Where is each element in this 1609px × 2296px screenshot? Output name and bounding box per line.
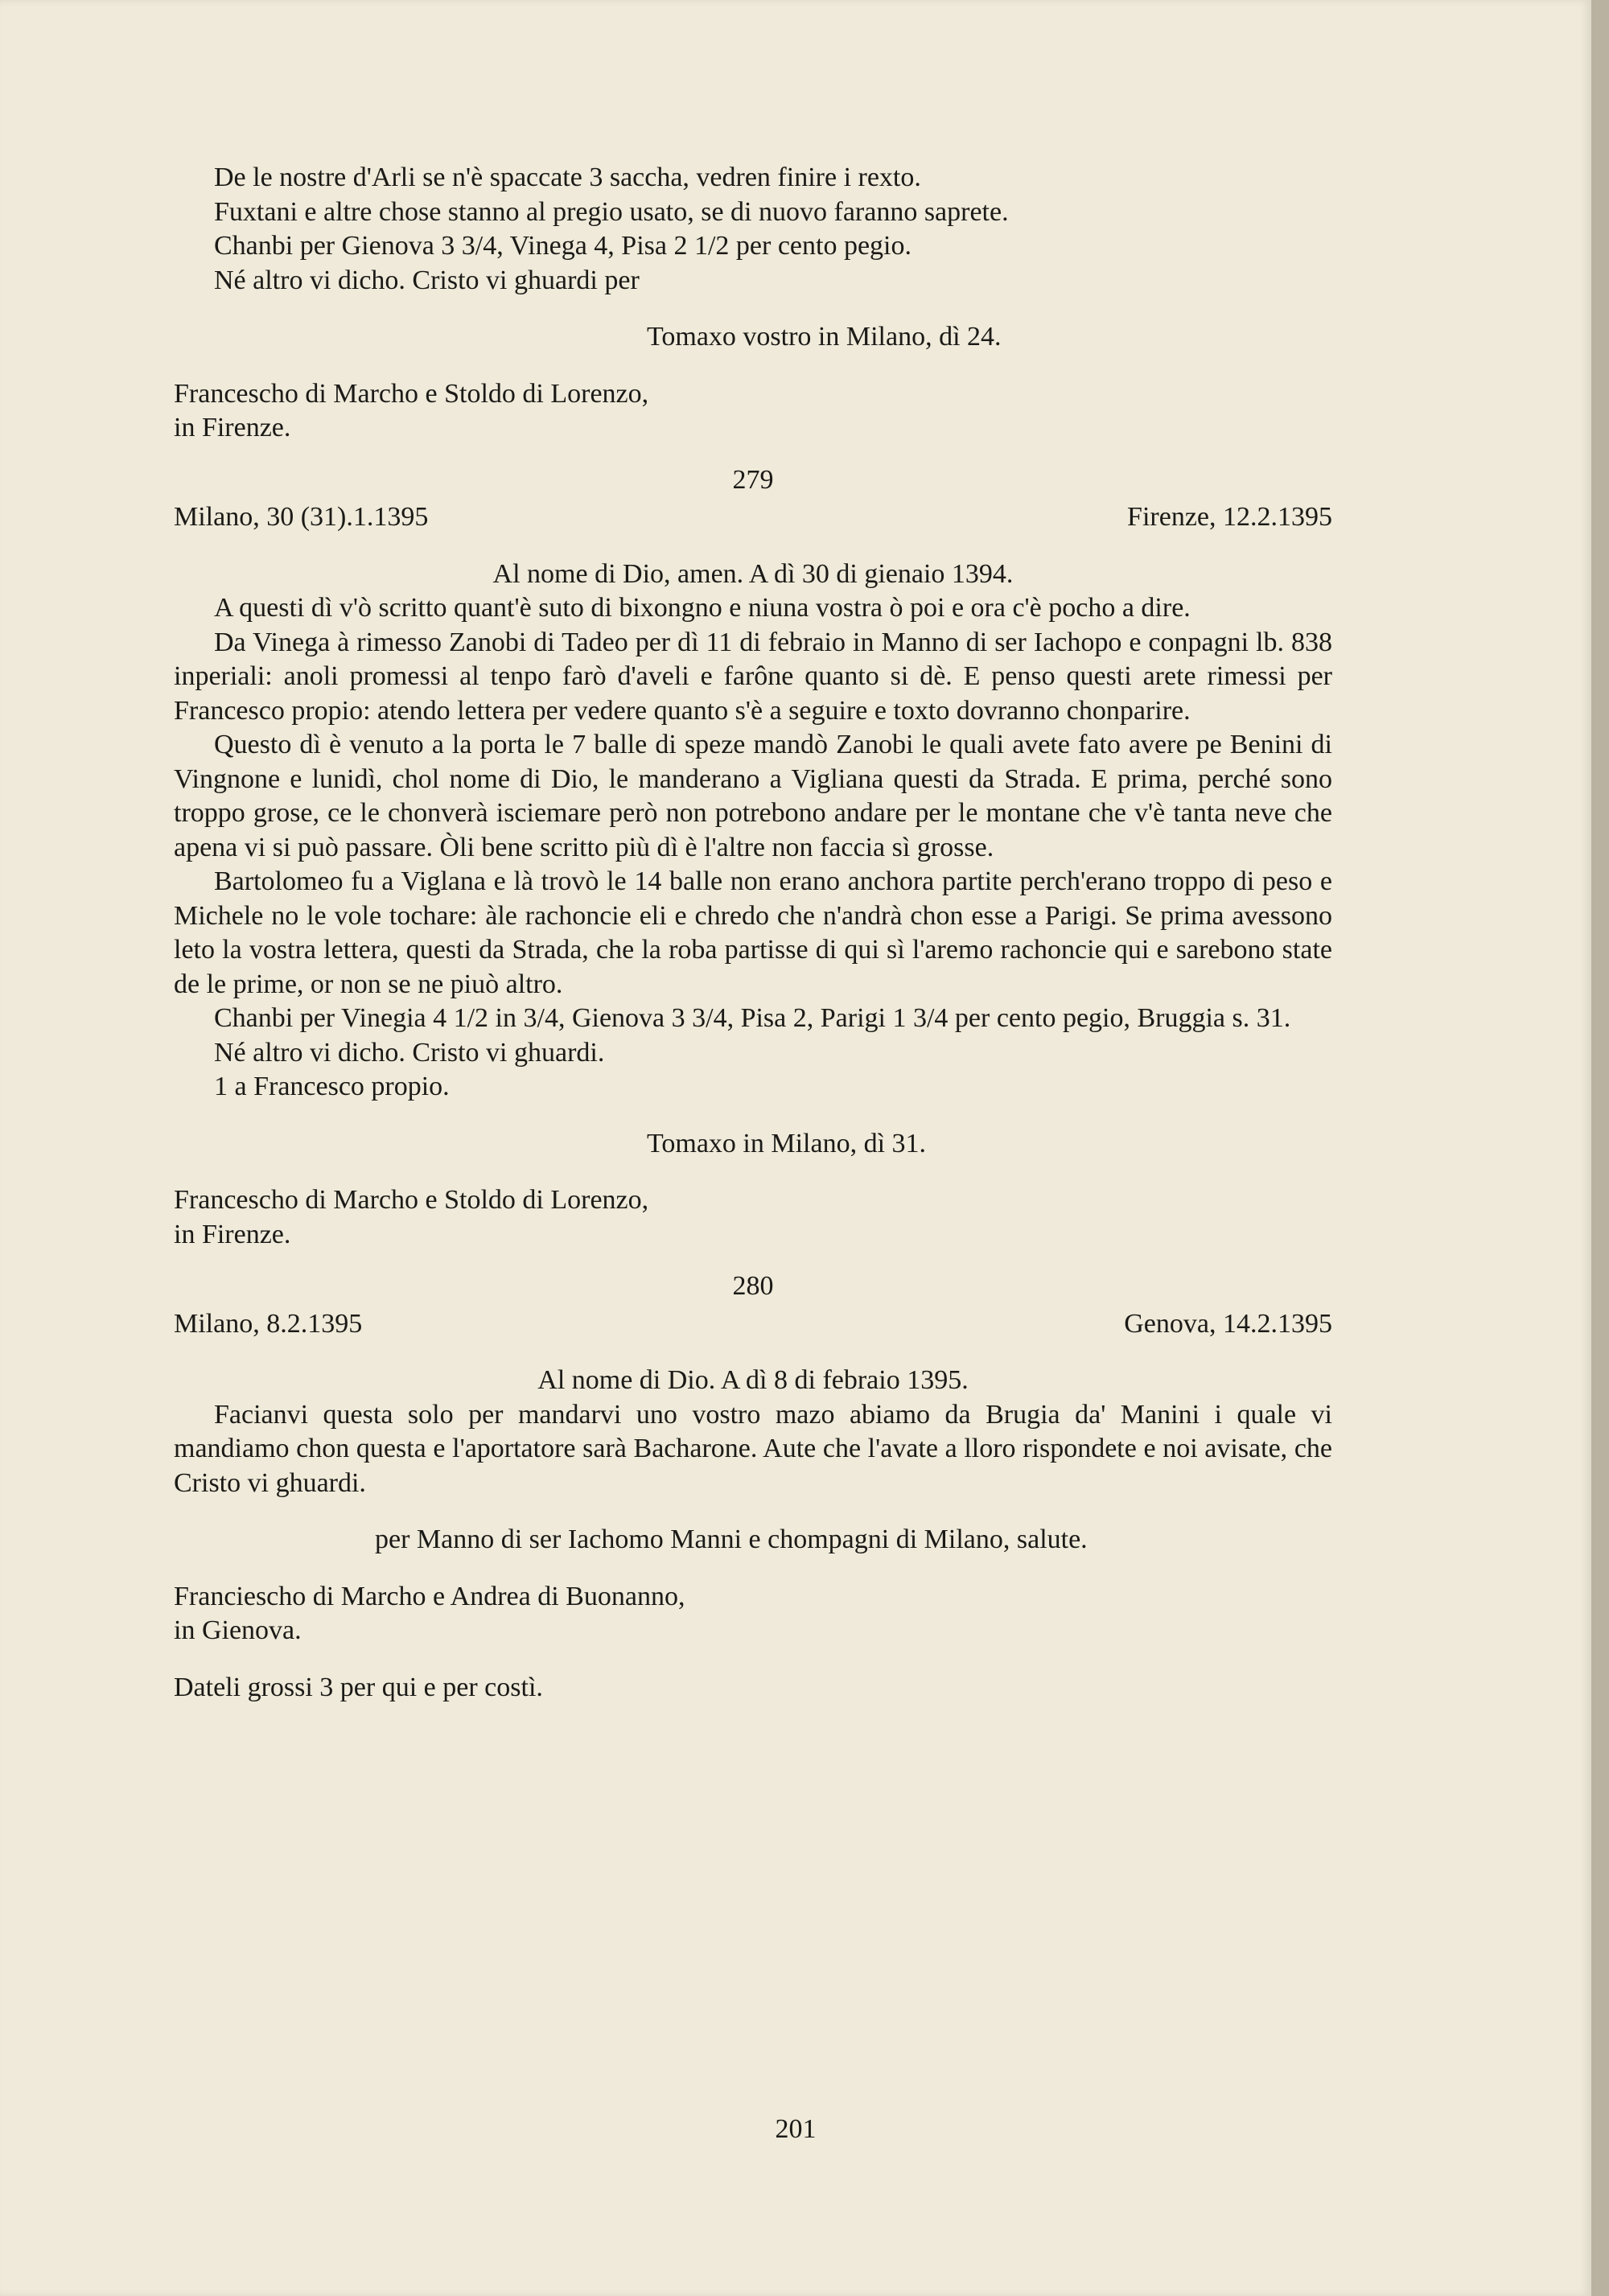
paragraph: Da Vinega à rimesso Zanobi di Tadeo per dì 11 di febraio in Manno di ser Iachopo e conpagni lb. 838 inperiali: anoli promessi al tenpo farò d'aveli e farône quanto si dè. E penso questi arete rimessi per Francesco propio: atendo lettera per vedere quanto s'è a seguire e toxto dovranno chonparire.: [174, 627, 1332, 726]
letter-to: Genova, 14.2.1395: [1124, 1308, 1332, 1339]
letter-279: [174, 463, 1332, 1253]
text-line: Chanbi per Gienova 3 3/4, Vinega 4, Pisa 2 1/2 per cento pegio.: [214, 231, 911, 261]
letter-number: 279: [732, 464, 774, 495]
letter-signature: Tomaxo vostro in Milano, dì 24.: [647, 322, 1002, 352]
letter-280: [174, 1269, 1332, 1705]
letter-from: Milano, 8.2.1395: [174, 1308, 363, 1339]
letter-number: 280: [732, 1271, 774, 1301]
address-line: in Gienova.: [174, 1615, 302, 1645]
address-line: in Firenze.: [174, 413, 291, 442]
postscript: Dateli grossi 3 per qui e per costì.: [174, 1672, 543, 1702]
letter-from: Milano, 30 (31).1.1395: [174, 502, 429, 532]
letter-signature: per Manno di ser Iachomo Manni e chompagni di Milano, salute.: [375, 1524, 1088, 1554]
text-line: De le nostre d'Arli se n'è spaccate 3 saccha, vedren finire i rexto.: [214, 163, 921, 192]
paragraph: Questo dì è venuto a la porta le 7 balle di speze mandò Zanobi le quali avete fato avere pe Benini di Vingnone e lunidì, chol nome di Dio, le manderano a Vigliana questi da Strada. E prima, perché sono troppo grose, ce le chonverà isciemare però non potrebono andare per le montane che v'è tanta neve che apena vi si può passare. Òli bene scritto più dì è l'altre non faccia sì grosse.: [174, 730, 1332, 862]
closing-line: 1 a Francesco propio.: [214, 1072, 450, 1101]
paragraph: A questi dì v'ò scritto quant'è suto di bixongno e niuna vostra ò poi e ora c'è pocho a dire.: [214, 593, 1191, 623]
letter-to: Firenze, 12.2.1395: [1127, 502, 1332, 532]
page-edge: [1591, 0, 1609, 2296]
address-line: Franciescho di Marcho e Andrea di Buonanno,: [174, 1581, 685, 1611]
paragraph: Facianvi questa solo per mandarvi uno vostro mazo abiamo da Brugia da' Manini i quale vi mandiamo chon questa e l'aportatore sarà Bacharone. Aute che l'avate a lloro rispondete e noi avisate, che Cristo vi ghuardi.: [174, 1399, 1332, 1498]
page-text: [174, 161, 1332, 1705]
letter-signature: Tomaxo in Milano, dì 31.: [647, 1128, 927, 1158]
letter-dateline: [174, 1307, 1332, 1342]
paragraph: Bartolomeo fu a Viglana e là trovò le 14 balle non erano anchora partite perch'erano troppo di peso e Michele no le vole tochare: àle rachoncie eli e chredo che n'andrà chon esse a Parigi. Se prima avessono leto la vostra lettera, questi da Strada, che la roba partisse di qui sì l'aremo rachoncie qui e sarebono state de le prime, or non se ne piuò altro.: [174, 866, 1332, 999]
text-line: Fuxtani e altre chose stanno al pregio usato, se di nuovo faranno saprete.: [214, 196, 1009, 227]
closing-line: Né altro vi dicho. Cristo vi ghuardi.: [214, 1037, 605, 1068]
address-line: Francescho di Marcho e Stoldo di Lorenzo,: [174, 378, 649, 409]
paragraph: Chanbi per Vinegia 4 1/2 in 3/4, Gienova 3 3/4, Pisa 2, Parigi 1 3/4 per cento pegio, Bruggia s. 31.: [214, 1003, 1291, 1033]
letter-salutation: Al nome di Dio, amen. A dì 30 di gienaio 1394.: [492, 558, 1014, 589]
address-line: in Firenze.: [174, 1219, 291, 1249]
letter-dateline: [174, 500, 1332, 535]
letter-top: [174, 161, 1332, 446]
page-number: 201: [775, 2114, 817, 2144]
address-line: Francescho di Marcho e Stoldo di Lorenzo,: [174, 1185, 649, 1215]
letter-salutation: Al nome di Dio. A dì 8 di febraio 1395.: [537, 1365, 969, 1395]
text-line: Né altro vi dicho. Cristo vi ghuardi per: [214, 265, 640, 295]
